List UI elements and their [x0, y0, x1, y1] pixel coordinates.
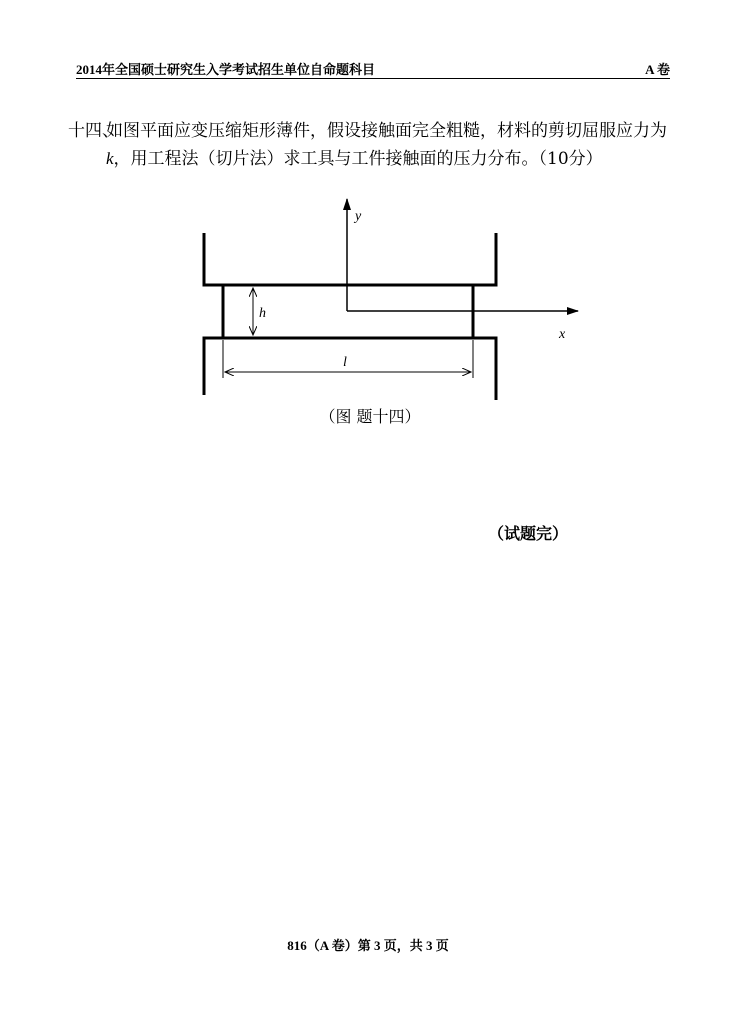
question-body — [106, 118, 668, 173]
paper-label: A 卷 — [645, 62, 670, 77]
label-h: h — [259, 306, 266, 321]
symbol-k: k — [106, 149, 114, 168]
exam-title: 2014年全国硕士研究生入学考试招生单位自命题科目 — [76, 62, 376, 77]
page-footer: 816（A 卷）第 3 页，共 3 页 — [287, 938, 449, 953]
question-text-part2: ，用工程法（切片法）求工具与工件接触面的压力分布。（10分） — [113, 149, 603, 169]
end-of-exam: （试题完） — [488, 524, 569, 543]
compression-diagram — [195, 195, 595, 405]
page-header — [76, 56, 670, 79]
label-x: x — [559, 327, 566, 342]
lower-die — [204, 338, 496, 400]
question-number: 十四、 — [68, 121, 119, 141]
question-text-part1: 如图平面应变压缩矩形薄件，假设接触面完全粗糙，材料的剪切屈服应力为 — [106, 121, 667, 141]
upper-die — [204, 233, 496, 285]
label-l: l — [343, 355, 347, 370]
label-y: y — [355, 209, 362, 224]
figure-caption: （图 题十四） — [319, 407, 421, 426]
